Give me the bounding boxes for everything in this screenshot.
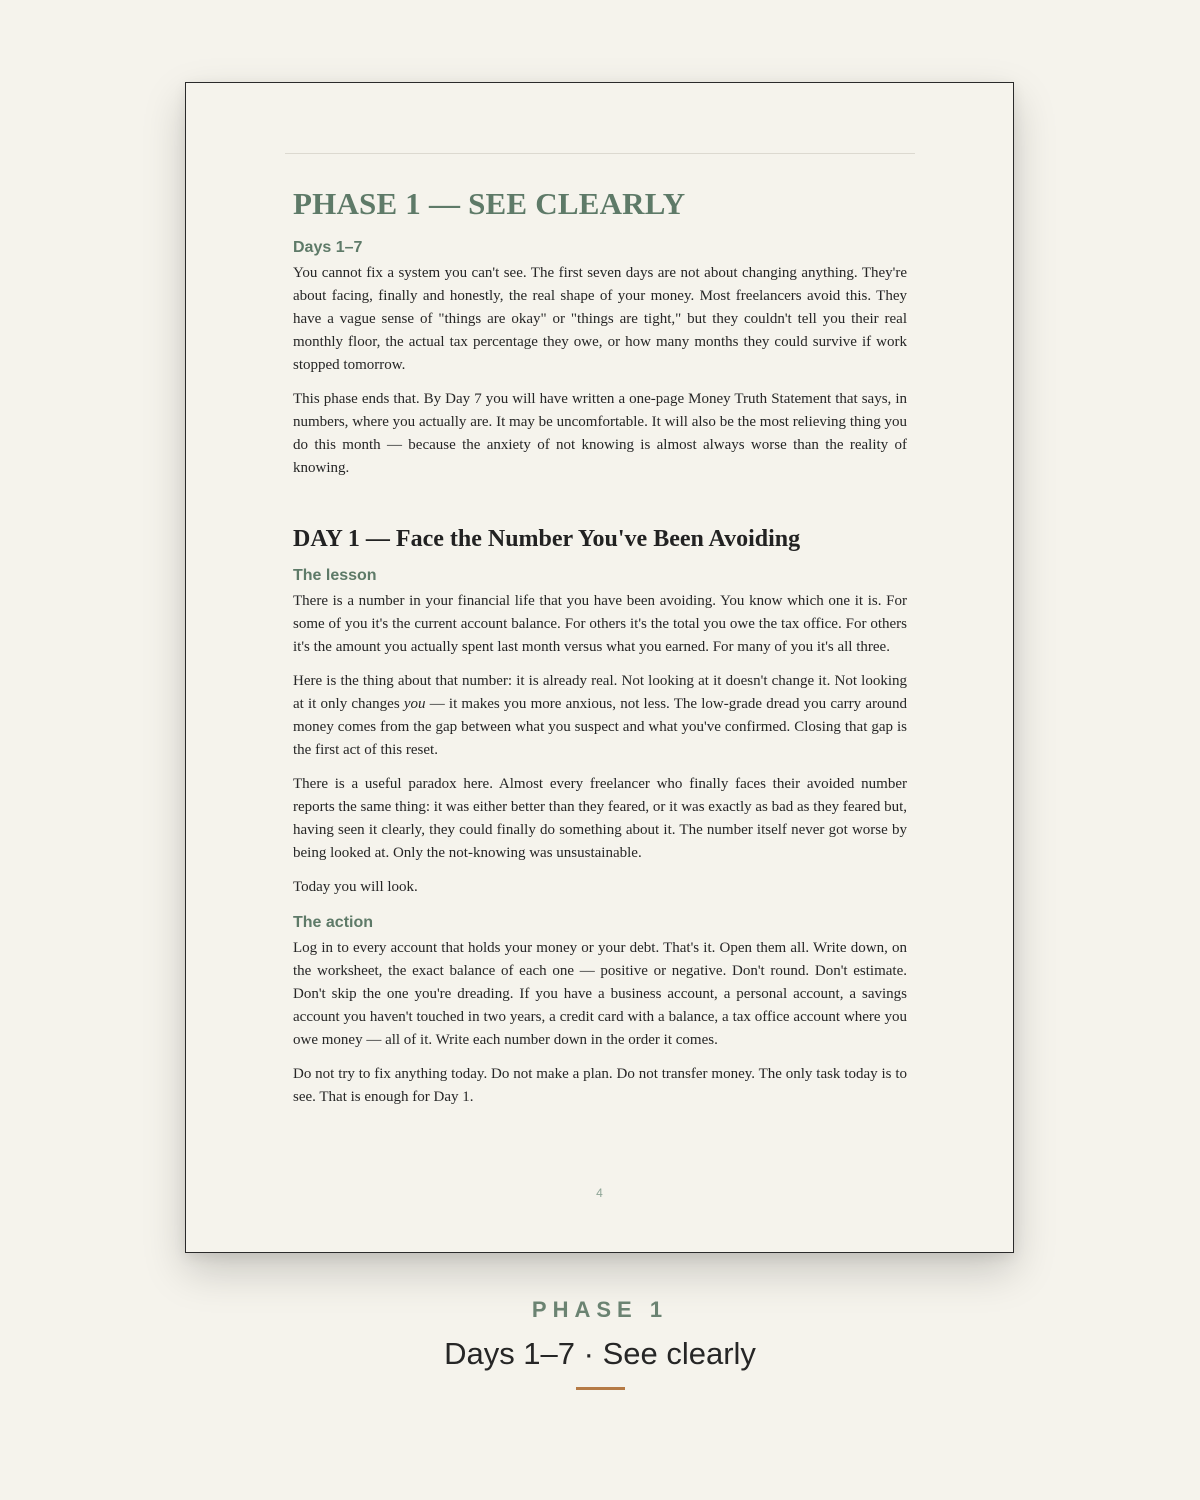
caption-underline [576, 1387, 625, 1390]
phase-subtitle: Days 1–7 [293, 239, 363, 256]
caption-label: PHASE 1 [531, 1297, 669, 1322]
action-paragraph-2: Do not try to fix anything today. Do not make a plan. Do not transfer money. The only task today is to see. That is enough for Day 1. [293, 1066, 907, 1105]
lesson-paragraph-2-before: Here is the thing about that number: it is already real. Not looking at it doesn't change it. Not looking at it only changes [293, 673, 907, 712]
lesson-paragraph-2-emphasis: you [403, 696, 426, 712]
page-content [293, 186, 907, 1120]
lesson-heading: The lesson [293, 567, 377, 584]
lesson-paragraph-4: Today you will look. [293, 879, 418, 895]
page-number: 4 [596, 1186, 603, 1200]
caption-title: Days 1–7 · See clearly [444, 1336, 756, 1371]
top-divider [285, 153, 915, 154]
document-page [185, 82, 1014, 1253]
intro-paragraph-1: You cannot fix a system you can't see. The first seven days are not about changing anything. They're about facing, finally and honestly, the real shape of your money. Most freelancers avoid this. They have a vague sense of "things are okay" or "things are tight," but they couldn't tell you their real monthly floor, the actual tax percentage they owe, or how many months they could survive if work stopped tomorrow. [293, 265, 907, 373]
lesson-paragraph-1: There is a number in your financial life that you have been avoiding. You know which one it is. For some of you it's the current account balance. For others it's the total you owe the tax office. For others it's the amount you actually spent last month versus what you earned. For many of you it's all three. [293, 593, 907, 655]
lesson-paragraph-2 [293, 670, 907, 762]
action-paragraph-1: Log in to every account that holds your money or your debt. That's it. Open them all. Write down, on the worksheet, the exact balance of each one — positive or negative. Don't round. Don't estimate. Don't skip the one you're dreading. If you have a business account, a personal account, a savings account you haven't touched in two years, a credit card with a balance, a tax office account where you owe money — all of it. Write each number down in the order it comes. [293, 940, 907, 1048]
lesson-paragraph-3: There is a useful paradox here. Almost every freelancer who finally faces their avoided number reports the same thing: it was either better than they feared, or it was exactly as bad as they feared but, having seen it clearly, they could finally do something about it. The number itself never got worse by being looked at. Only the not-knowing was unsustainable. [293, 776, 907, 861]
lesson-paragraph-2-after: — it makes you more anxious, not less. The low-grade dread you carry around money comes from the gap between what you suspect and what you've confirmed. Closing that gap is the first act of this reset. [293, 696, 908, 758]
intro-paragraph-2: This phase ends that. By Day 7 you will have written a one-page Money Truth Statement that says, in numbers, where you actually are. It may be uncomfortable. It will also be the most relieving thing you do this month — because the anxiety of not knowing is almost always worse than the reality of knowing. [293, 391, 907, 476]
action-heading: The action [293, 914, 374, 931]
day-title: DAY 1 — Face the Number You've Been Avoiding [293, 526, 801, 552]
phase-title: PHASE 1 — SEE CLEARLY [293, 186, 686, 221]
